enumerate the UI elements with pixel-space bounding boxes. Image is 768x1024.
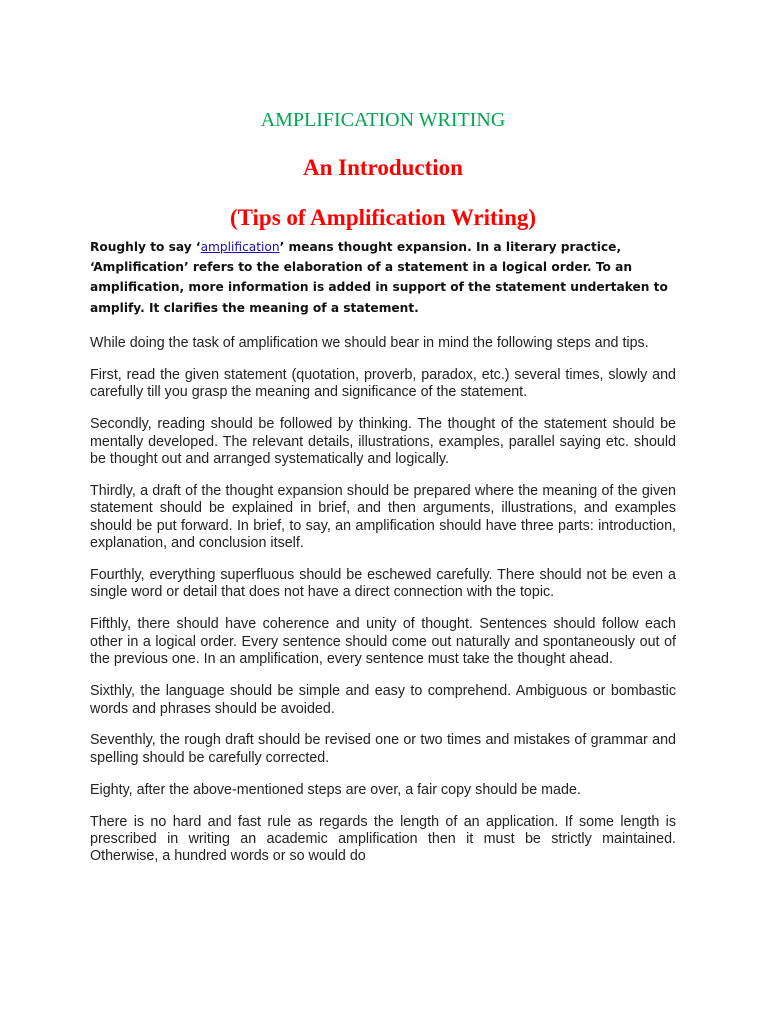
body-paragraph: Fourthly, everything superfluous should be eschewed carefully. There should not be even a single word or detail that does not have a direct connection with the topic.	[90, 567, 676, 601]
body-paragraph: Fifthly, there should have coherence and unity of thought. Sentences should follow each other in a logical order. Every sentence should come out naturally and spontaneously out of the previous one. In an amplification, every sentence must take the thought ahead.	[90, 616, 676, 668]
intro-text-before-link: Roughly to say ‘	[90, 240, 201, 254]
body-paragraph: While doing the task of amplification we should bear in mind the following steps and tips.	[90, 335, 649, 351]
document-page	[90, 0, 676, 1024]
tips-heading: (Tips of Amplification Writing)	[229, 205, 537, 230]
body-paragraph: Eighty, after the above-mentioned steps are over, a fair copy should be made.	[90, 781, 581, 798]
body-paragraph: Secondly, reading should be followed by thinking. The thought of the statement should be mentally developed. The relevant details, illustrations, examples, parallel saying etc. should be thought out and arranged systematically and logically.	[90, 416, 676, 468]
amplification-link[interactable]: amplification	[200, 240, 280, 254]
body-paragraph: First, read the given statement (quotation, proverb, paradox, etc.) several times, slowly and carefully till you grasp the meaning and significance of the statement.	[90, 366, 676, 401]
intro-paragraph	[90, 237, 676, 318]
intro-text-after-link: ’ means thought expansion. In a literary practice, ‘Amplification’ refers to the elaboration of a statement in a logical order. To an amplification, more information is added in support of the statement undertaken to amplify. It clarifies the meaning of a statement.	[90, 240, 668, 315]
body-paragraph: Sixthly, the language should be simple and easy to comprehend. Ambiguous or bombastic words and phrases should be avoided.	[90, 683, 676, 717]
document-title: AMPLIFICATION WRITING	[260, 109, 506, 131]
document-subtitle: An Introduction	[303, 155, 463, 180]
body-paragraph: There is no hard and fast rule as regards the length of an application. If some length is prescribed in writing an academic amplification then it must be strictly maintained. Otherwise, a hundred words or so would do	[90, 813, 676, 865]
body-paragraph: Thirdly, a draft of the thought expansion should be prepared where the meaning of the given statement should be explained in brief, and then arguments, illustrations, and examples should be put forward. In brief, to say, an amplification should have three parts: introduction, explanation, and conclusion itself.	[90, 482, 676, 552]
body-paragraph: Seventhly, the rough draft should be revised one or two times and mistakes of grammar and spelling should be carefully corrected.	[90, 732, 676, 766]
body-text	[90, 335, 676, 880]
